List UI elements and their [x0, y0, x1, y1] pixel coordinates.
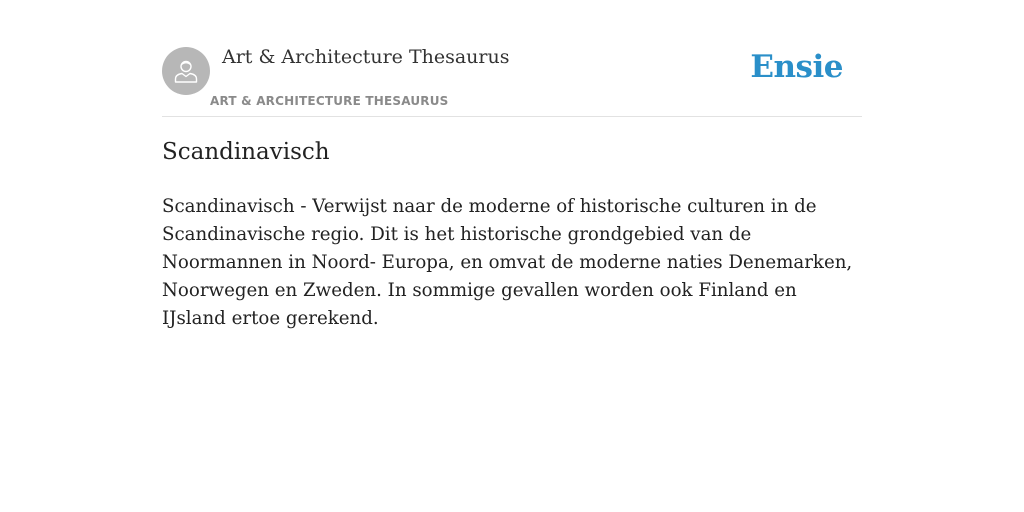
ensie-logo[interactable]: Ensie	[750, 49, 843, 85]
site-subtitle-link[interactable]: ART & ARCHITECTURE THESAURUS	[210, 94, 449, 108]
header	[162, 0, 862, 117]
entry-card	[162, 0, 862, 329]
site-title[interactable]: Art & Architecture Thesaurus	[222, 46, 510, 68]
entry-title: Scandinavisch	[162, 139, 330, 165]
avatar[interactable]	[162, 47, 210, 95]
entry-body: Scandinavisch - Verwijst naar de moderne of historische culturen in de Scandinavische regio. Dit is het historische grondgebied van de Noormannen in Noord- Europa, en omvat de moderne naties Denemarken, Noorwegen en Zweden. In sommige gevallen worden ook Finland en IJsland ertoe gerekend.	[162, 196, 853, 329]
user-icon	[171, 56, 201, 86]
